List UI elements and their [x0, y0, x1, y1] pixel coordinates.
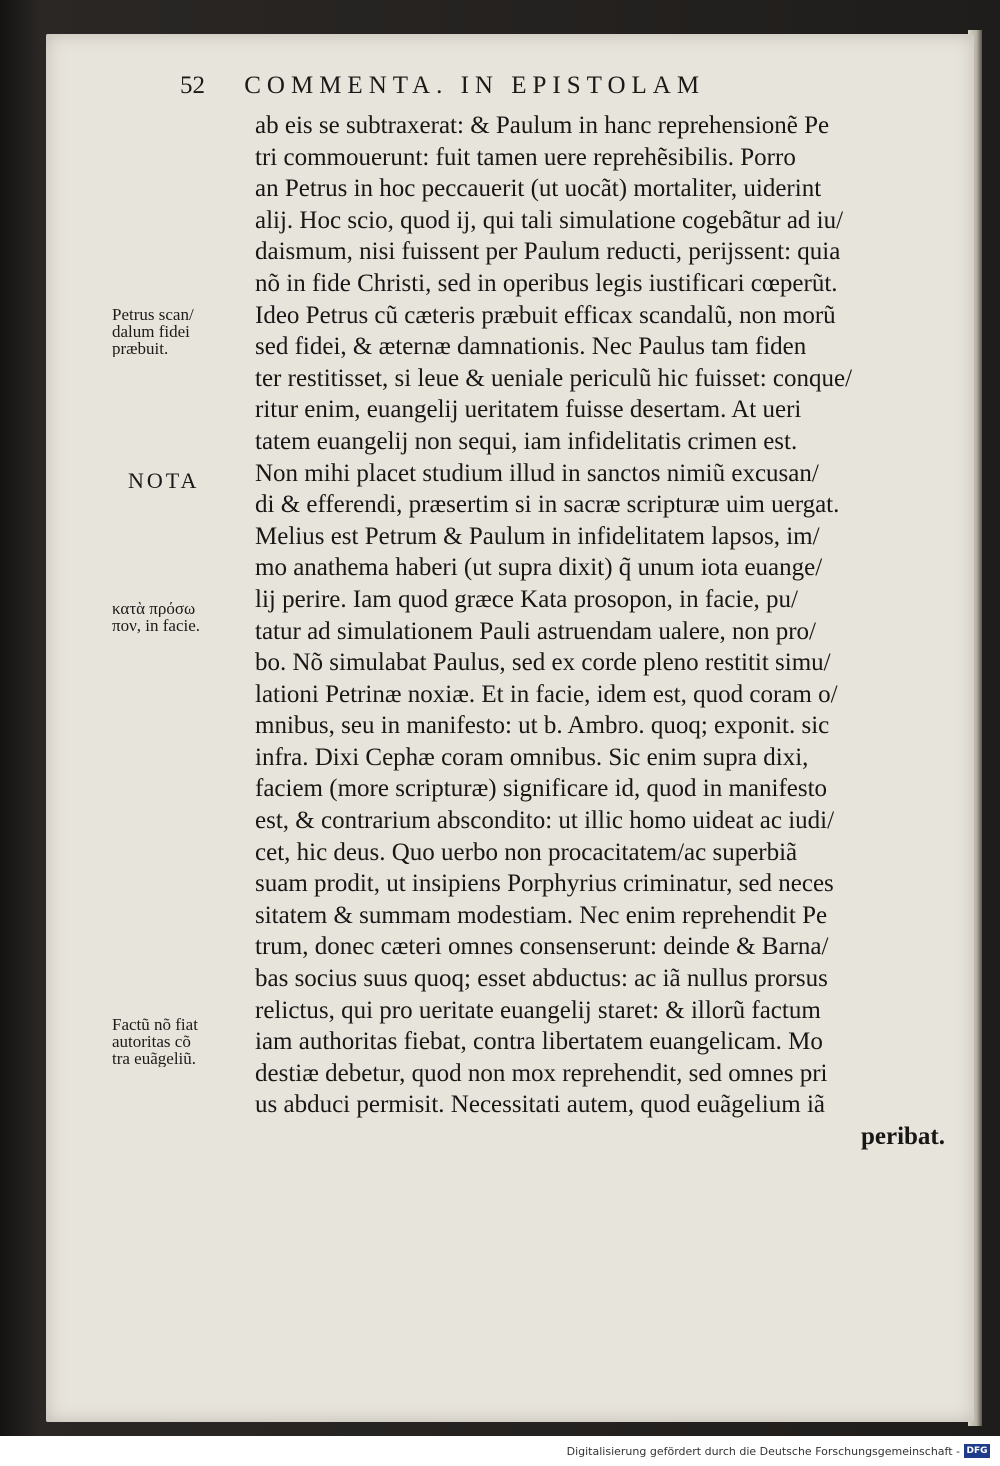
- text-line: relictus, qui pro ueritate euangelij staret: & illorũ factum: [255, 996, 821, 1024]
- text-line: infra. Dixi Cephæ coram omnibus. Sic enim supra dixi,: [255, 743, 809, 771]
- text-line: iam authoritas fiebat, contra libertatem euangelicam. Mo: [255, 1028, 823, 1056]
- text-line: sitatem & summam modestiam. Nec enim reprehendit Pe: [255, 901, 828, 929]
- margin-note-factum: [112, 1016, 250, 1067]
- text-line: bo. Nõ simulabat Paulus, sed ex corde pleno restitit simu/: [255, 649, 831, 677]
- text-line: alij. Hoc scio, quod ij, qui tali simulatione cogebãtur ad iu/: [255, 206, 844, 234]
- margin-note-line: Petrus scan/: [112, 306, 194, 323]
- text-line: mo anathema haberi (ut supra dixit) q̃ unum iota euange/: [255, 554, 823, 582]
- text-line: tatur ad simulationem Pauli astruendam ualere, non pro/: [255, 617, 816, 645]
- margin-note-line: autoritas cõ: [112, 1033, 191, 1050]
- text-line: daismum, nisi fuissent per Paulum reducti, perijssent: quia: [255, 238, 841, 266]
- margin-note-line: πον, in facie.: [112, 617, 201, 634]
- text-line: lij perire. Iam quod græce Kata prosopon, in facie, pu/: [255, 585, 798, 613]
- text-line: di & efferendi, præsertim si in sacræ scripturæ uim uergat.: [255, 491, 840, 519]
- margin-note-line: Factũ nõ fiat: [112, 1016, 198, 1033]
- dfg-logo: DFG: [964, 1444, 990, 1458]
- main-text-block: [255, 110, 945, 1153]
- page-number: 52: [180, 72, 205, 99]
- footer-bar: [0, 1436, 1000, 1466]
- text-line: bas socius suus quoq; esset abductus: ac iã nullus prorsus: [255, 965, 828, 993]
- margin-note-line: præbuit.: [112, 340, 169, 357]
- text-line: mnibus, seu in manifesto: ut b. Ambro. quoq; exponit. sic: [255, 712, 830, 740]
- text-line: ter restitisset, si leue & ueniale periculũ hic fuisset: conque/: [255, 364, 853, 392]
- text-line: Non mihi placet studium illud in sanctos nimiũ excusan/: [255, 459, 819, 487]
- text-line: an Petrus in hoc peccauerit (ut uocãt) mortaliter, uiderint: [255, 175, 822, 203]
- running-header: [180, 72, 705, 100]
- margin-note-nota: NOTA: [128, 468, 200, 493]
- text-line: Melius est Petrum & Paulum in infidelitatem lapsos, im/: [255, 522, 820, 550]
- text-line: cet, hic deus. Quo uerbo non procacitatem/ac superbiã: [255, 838, 798, 866]
- margin-note-line: dalum fidei: [112, 323, 190, 340]
- margin-note-line: κατὰ πρόσω: [112, 600, 196, 617]
- text-line: est, & contrarium abscondito: ut illic homo uideat ac iudi/: [255, 807, 835, 835]
- funding-notice: Digitalisierung gefördert durch die Deutsche Forschungsgemeinschaft -: [566, 1445, 960, 1458]
- text-line: ab eis se subtraxerat: & Paulum in hanc reprehensionẽ Pe: [255, 112, 830, 139]
- text-line: trum, donec cæteri omnes consenserunt: deinde & Barna/: [255, 933, 829, 961]
- text-line: sed fidei, & æternæ damnationis. Nec Paulus tam fiden: [255, 333, 807, 361]
- text-line: lationi Petrinæ noxiæ. Et in facie, idem est, quod coram o/: [255, 680, 838, 708]
- text-line: nõ in fide Christi, sed in operibus legis iustificari cœperũt.: [255, 269, 838, 297]
- catchword: peribat.: [860, 1123, 945, 1150]
- text-line: tri commouerunt: fuit tamen uere reprehẽsibilis. Porro: [255, 143, 796, 171]
- text-line: destiæ debetur, quod non mox reprehendit, sed omnes pri: [255, 1059, 828, 1087]
- margin-note-line: tra euãgeliũ.: [112, 1050, 197, 1067]
- margin-note-petrus: [112, 306, 250, 357]
- running-title: COMMENTA. IN EPISTOLAM: [244, 72, 706, 99]
- text-line: us abduci permisit. Necessitati autem, quod euãgelium iã: [255, 1091, 825, 1119]
- margin-note-greek: [112, 600, 250, 634]
- text-line: Ideo Petrus cũ cæteris præbuit efficax scandalũ, non morũ: [255, 301, 836, 329]
- text-line: faciem (more scripturæ) significare id, quod in manifesto: [255, 775, 828, 803]
- text-line: suam prodit, ut insipiens Porphyrius criminatur, sed neces: [255, 870, 834, 898]
- text-line: ritur enim, euangelij ueritatem fuisse desertam. At ueri: [255, 396, 802, 424]
- text-line: tatem euangelij non sequi, iam infidelitatis crimen est.: [255, 427, 798, 455]
